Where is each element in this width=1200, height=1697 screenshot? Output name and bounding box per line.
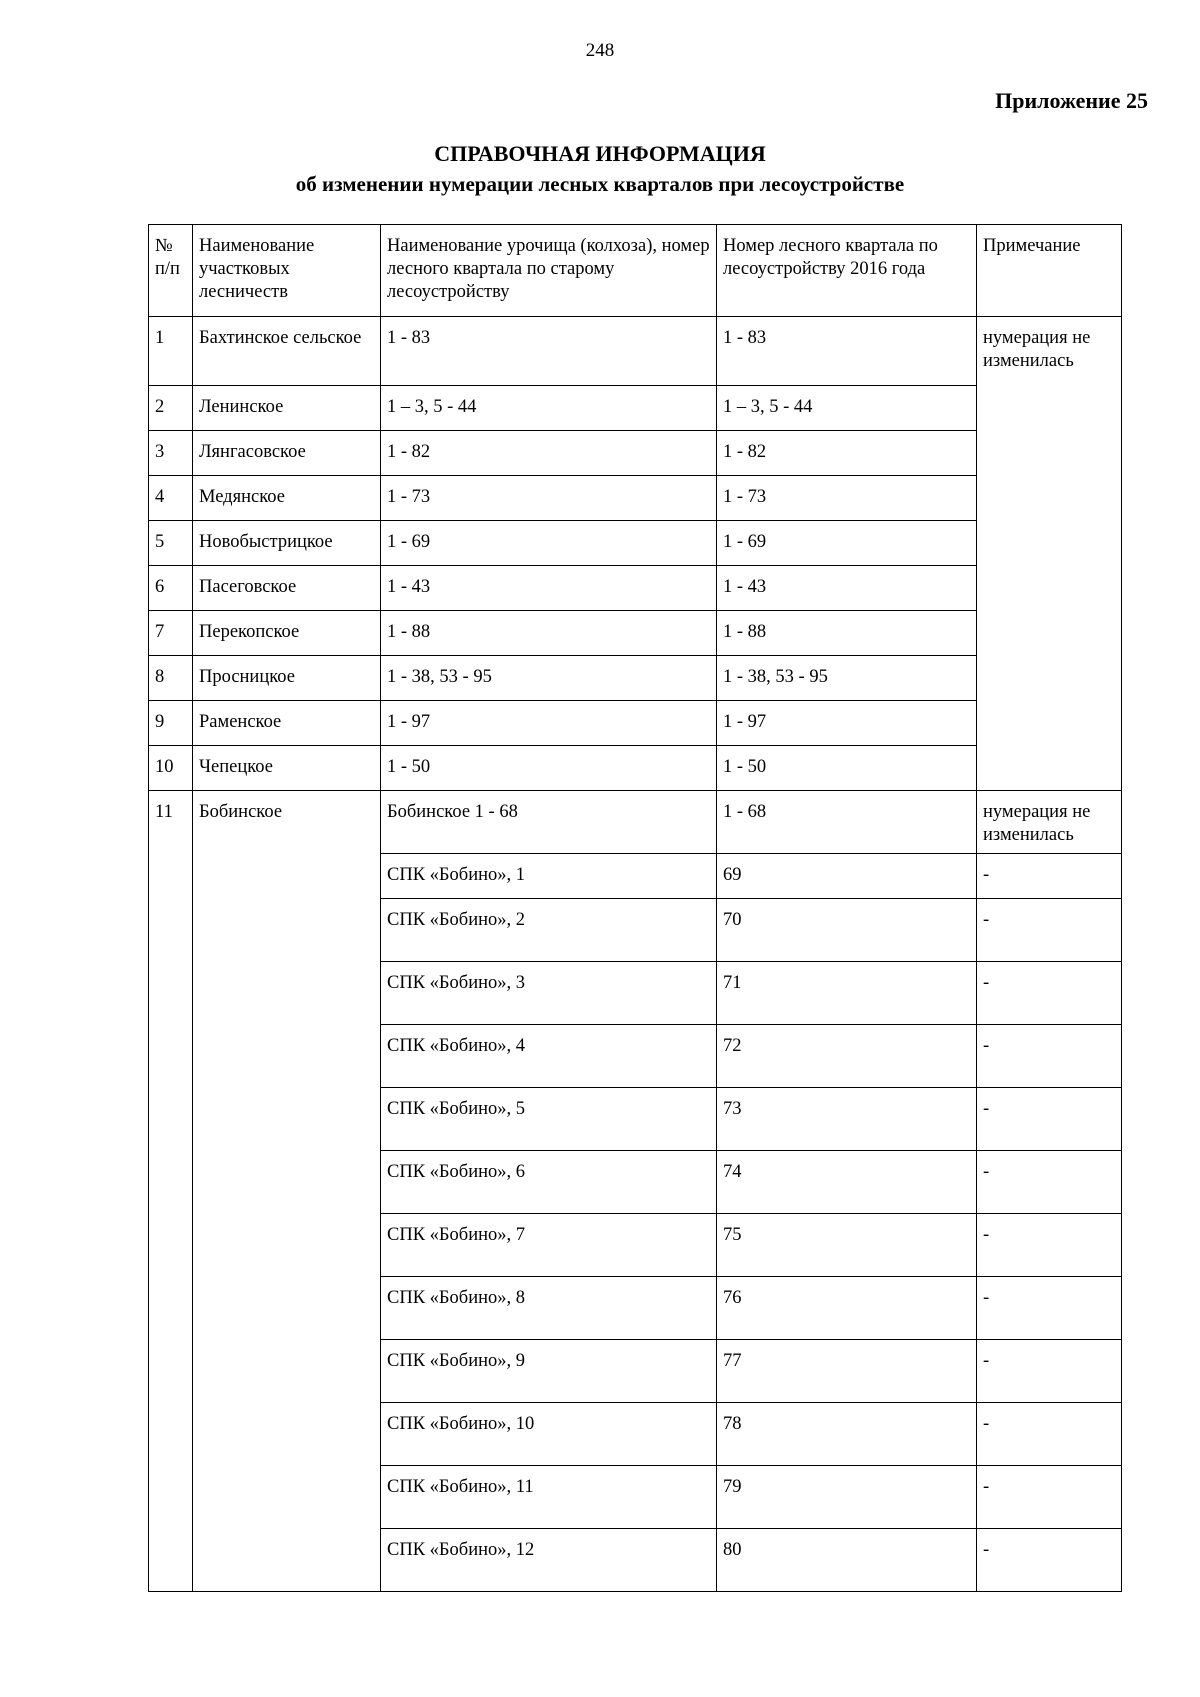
table-row [149,746,1122,791]
table-row [149,701,1122,746]
row-num: 1 [149,317,193,386]
row-new-number: 77 [717,1340,977,1403]
row-old-number: 1 - 69 [381,521,717,566]
row-note: - [977,1403,1122,1466]
header-note: Примечание [977,225,1122,317]
row-new-number: 1 - 43 [717,566,977,611]
row-num: 10 [149,746,193,791]
row-new-number: 1 - 69 [717,521,977,566]
row-note: - [977,1088,1122,1151]
table-header-row [149,225,1122,317]
row-old-number: СПК «Бобино», 6 [381,1151,717,1214]
row-old-number: 1 - 43 [381,566,717,611]
table-row [149,656,1122,701]
row-district: Медянское [193,476,381,521]
row-new-number: 1 - 88 [717,611,977,656]
row-new-number: 80 [717,1529,977,1592]
row-note: нумерация не изменилась [977,791,1122,854]
row-new-number: 75 [717,1214,977,1277]
row-new-number: 1 - 82 [717,431,977,476]
table-row [149,386,1122,431]
table-row [149,431,1122,476]
row-note: - [977,962,1122,1025]
row-old-number: 1 - 73 [381,476,717,521]
row-old-number: СПК «Бобино», 7 [381,1214,717,1277]
row-new-number: 79 [717,1466,977,1529]
row-num: 6 [149,566,193,611]
row-old-number: 1 - 97 [381,701,717,746]
row-new-number: 1 - 83 [717,317,977,386]
row-new-number: 1 - 50 [717,746,977,791]
row-note: - [977,1214,1122,1277]
header-district: Наименование участковых лесничеств [193,225,381,317]
row-district: Просницкое [193,656,381,701]
row-num: 4 [149,476,193,521]
row-old-number: 1 – 3, 5 - 44 [381,386,717,431]
row-note: - [977,899,1122,962]
row-note: - [977,1025,1122,1088]
table-row [149,791,1122,854]
row-num: 7 [149,611,193,656]
row-new-number: 1 - 38, 53 - 95 [717,656,977,701]
row-old-number: 1 - 50 [381,746,717,791]
row-note: - [977,1277,1122,1340]
row-district: Чепецкое [193,746,381,791]
row-num: 3 [149,431,193,476]
row-new-number: 70 [717,899,977,962]
row-note: - [977,1466,1122,1529]
row-old-number: СПК «Бобино», 2 [381,899,717,962]
row-old-number: 1 - 83 [381,317,717,386]
row-old-number: СПК «Бобино», 8 [381,1277,717,1340]
row-new-number: 78 [717,1403,977,1466]
row-old-number: СПК «Бобино», 4 [381,1025,717,1088]
row-district: Перекопское [193,611,381,656]
row-note: - [977,1340,1122,1403]
table-row [149,611,1122,656]
header-old-number: Наименование урочища (колхоза), номер лесного квартала по старому лесоустройству [381,225,717,317]
row-old-number: СПК «Бобино», 12 [381,1529,717,1592]
row-new-number: 72 [717,1025,977,1088]
document-title: СПРАВОЧНАЯ ИНФОРМАЦИЯ [434,141,766,166]
row-old-number: СПК «Бобино», 11 [381,1466,717,1529]
row-new-number: 1 - 68 [717,791,977,854]
row-old-number: СПК «Бобино», 5 [381,1088,717,1151]
row-old-number: 1 - 38, 53 - 95 [381,656,717,701]
row-new-number: 69 [717,854,977,899]
header-new-number: Номер лесного квартала по лесоустройству 2016 года [717,225,977,317]
document-subtitle: об изменении нумерации лесных кварталов при лесоустройстве [295,172,905,196]
row-old-number: СПК «Бобино», 1 [381,854,717,899]
table-row [149,317,1122,386]
row-new-number: 76 [717,1277,977,1340]
row-num: 8 [149,656,193,701]
row-old-number: 1 - 82 [381,431,717,476]
row-district: Бобинское [193,791,381,1592]
header-num: № п/п [149,225,193,317]
row-num: 11 [149,791,193,1592]
row-district: Пасеговское [193,566,381,611]
row-note: - [977,1151,1122,1214]
row-district: Бахтинское сельское [193,317,381,386]
row-new-number: 73 [717,1088,977,1151]
row-district: Ленинское [193,386,381,431]
row-note: - [977,1529,1122,1592]
appendix-label: Приложение 25 [995,88,1148,113]
row-old-number: 1 - 88 [381,611,717,656]
row-num: 2 [149,386,193,431]
row-new-number: 74 [717,1151,977,1214]
table-row [149,566,1122,611]
table-row [149,476,1122,521]
row-note: - [977,854,1122,899]
row-num: 9 [149,701,193,746]
row-district: Раменское [193,701,381,746]
row-new-number: 71 [717,962,977,1025]
reference-table [148,224,1122,1592]
row-num: 5 [149,521,193,566]
row-old-number: Бобинское 1 - 68 [381,791,717,854]
row-note: нумерация не изменилась [977,317,1122,791]
row-old-number: СПК «Бобино», 3 [381,962,717,1025]
row-district: Лянгасовское [193,431,381,476]
page-number: 248 [585,40,615,61]
row-new-number: 1 - 73 [717,476,977,521]
table-row [149,521,1122,566]
row-old-number: СПК «Бобино», 10 [381,1403,717,1466]
row-new-number: 1 - 97 [717,701,977,746]
row-district: Новобыстрицкое [193,521,381,566]
row-old-number: СПК «Бобино», 9 [381,1340,717,1403]
row-new-number: 1 – 3, 5 - 44 [717,386,977,431]
